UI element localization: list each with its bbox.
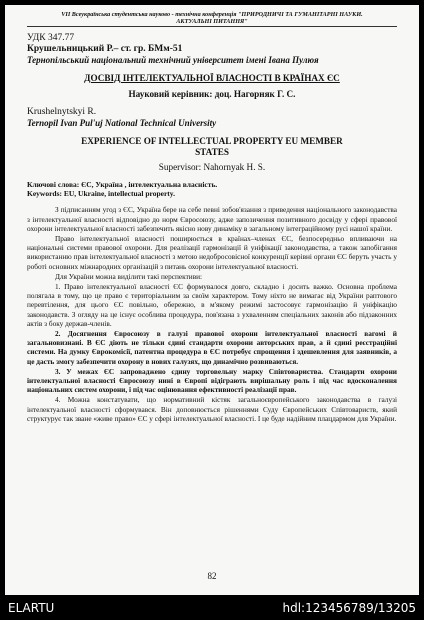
supervisor-english: Supervisor: Nahornyak H. S. — [158, 162, 266, 173]
title-english-line1: EXPERIENCE OF INTELLECTUAL PROPERTY EU MEMBER — [81, 136, 343, 147]
keywords-english — [27, 189, 397, 198]
body-paragraph: 3. У межах ЄС запроваджено єдину торговельну марку Співтовариства. Стандарти охорони інтелектуальної власності Євросоюзу нині в Європі відіграють вирішальну роль і під час вдосконалення національних систем охорони, і під час оцінювання ефективності реалізації прав. — [27, 366, 397, 395]
document-page — [5, 5, 419, 595]
footer-repository-label: ELARTU — [8, 601, 55, 615]
keywords-ukrainian — [27, 180, 397, 189]
footer-handle-link[interactable]: hdl:123456789/13205 — [282, 601, 416, 615]
conference-header — [27, 11, 397, 27]
keywords-english-label: Keywords: — [27, 189, 62, 199]
author-ukrainian: Крушельницький Р.– ст. гр. БМм-51 — [27, 44, 183, 55]
keywords-ukrainian-text: ЄС, Україна , інтелектуальна власність. — [81, 180, 218, 190]
body-paragraph: Для України можна виділити такі перспективи: — [55, 271, 203, 281]
keywords-ukrainian-label: Ключові слова: — [27, 180, 80, 190]
title-english — [27, 136, 397, 158]
conference-header-line1: VII Всеукраїнська студентська науково - технічна конференція "ПРИРОДНИЧІ ТА ГУМАНІТАРНІ НАУКИ. — [61, 11, 363, 18]
body-paragraph: 4. Можна констатувати, що нормативний кістяк загальноєвропейського законодавства в галузі інтелектуальної власності сформувався. Він доповнюється рішеннями Суду Європейських Співтовариств, який структурує так зване «живе право» ЄС у сфері інтелектуальної власності. І це буде надійним плацдармом для України. — [27, 395, 397, 423]
footer-bar — [0, 598, 424, 620]
keywords-block — [27, 180, 397, 198]
body-paragraph: 1. Право інтелектуальної власності ЄС формувалося довго, складно і досить важко. Основна проблема полягала в тому, що це право є територіальним за своїм характером. Тому ніхто не вимагає від України раптового перевтілення, для цього ЄС повільно, обережно, в м'якому режимі застосовує гармонізацію й уніфікацію законодавств. З огляду на це існує особлива процедура, пов'язана з ухваленням спеціальних законів або підзаконних актів з боку держав-членів. — [27, 282, 397, 328]
affiliation-ukrainian: Тернопільський національний технічний університет імені Івана Пулюя — [27, 55, 319, 66]
keywords-english-text: EU, Ukraine, intellectual property. — [63, 189, 175, 199]
title-ukrainian: ДОСВІД ІНТЕЛЕКТУАЛЬНОЇ ВЛАСНОСТІ В КРАЇНАХ ЄС — [84, 73, 340, 84]
udk-code: УДК 347.77 — [27, 33, 75, 44]
page-number: 82 — [207, 571, 217, 581]
article-body — [27, 205, 397, 423]
body-paragraph: З підписанням угод з ЄС, Україна бере на себе певні зобов'язання з приведення національного законодавства з інтелектуальної власності відповідно до норм Євросоюзу, адже запозичення позитивного досвіду у сфері правової охорони інтелектуальної власності забезпечить якісно нову динаміку в загальному інтеграційному русі нашої країни. — [27, 205, 397, 233]
page-content — [27, 11, 397, 424]
supervisor-ukrainian: Науковий керівник: доц. Нагорняк Г. С. — [128, 89, 296, 100]
conference-header-line2: АКТУАЛЬНІ ПИТАННЯ" — [176, 18, 248, 26]
body-paragraph: Право інтелектуальної власності поширюється в країнах–членах ЄС, безпосередньо впливаючи на національні системи правової охорони. Для реалізації гармонізації й уніфікації законодавства, а також запобігання використанню прав інтелектуальної власності з метою недобросовісної конкуренції керівні органи ЄС беруть участь у роботі основних міжнародних організацій з питань охорони інтелектуальної власності. — [27, 234, 397, 271]
affiliation-english: Ternopil Ivan Pul'uj National Technical University — [27, 118, 217, 129]
body-paragraph: 2. Досягнення Євросоюзу в галузі правової охорони інтелектуальної власності вагомі й загальновизнані. В ЄС діють не тільки єдині стандарти охорони авторських прав, а й єдині реєстраційні системи. На думку Єврокомісії, патентна процедура в ЄС потребує спрощення і здешевлення для заявників, а це дасть змогу забезпечити охорону в нових галузях, що динамічно розвиваються. — [27, 329, 397, 366]
title-english-line2: STATES — [195, 147, 229, 158]
author-english: Krushelnytskyi R. — [27, 107, 97, 118]
